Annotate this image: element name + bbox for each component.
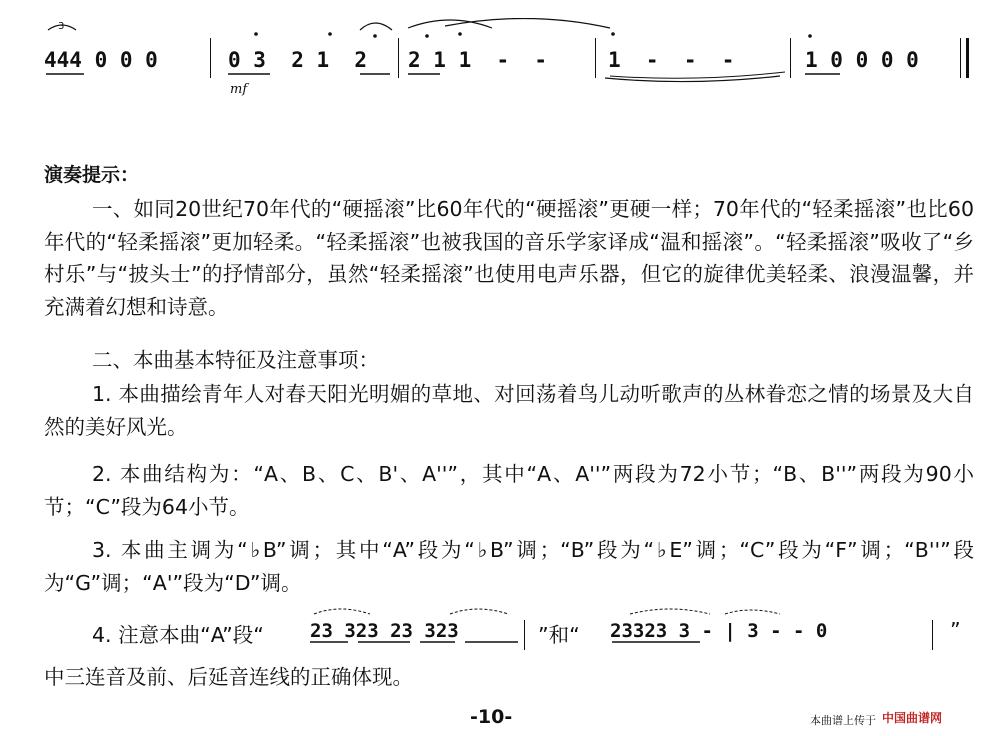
paragraph-point-3: 3. 本曲主调为“♭B”调；其中“A”段为“♭B”调；“B”段为“♭E”调；“C”段为“F”调；“B''”段为“G”调；“A'”段为“D”调。 (44, 538, 974, 595)
measure-5: 1 0 0 0 0 (805, 48, 919, 72)
measure-3: 2 1 1 - - (408, 48, 548, 72)
notation-row (40, 18, 980, 96)
final-barline-thick (966, 38, 969, 78)
barline (524, 620, 525, 650)
paragraph-features-heading: 二、本曲基本特征及注意事项： (92, 348, 379, 372)
svg-text:3: 3 (58, 21, 65, 32)
paragraph-point-4-lead: 4. 注意本曲“A”段“ (92, 623, 264, 647)
paragraph-point-4-mid: ”和“ (538, 623, 580, 647)
barline (932, 620, 933, 650)
paragraph-point-4-end: ” (950, 618, 961, 642)
paragraph-point-2: 2. 本曲结构为：“A、B、C、B'、A''”，其中“A、A''”两段为72小节；“B、B''”两段为90小节；“C”段为64小节。 (44, 462, 974, 519)
barline (210, 38, 211, 78)
measure-1: 444 0 0 0 (44, 48, 158, 72)
inline-notation-1: 23 323 23 323 (310, 620, 459, 642)
barline (595, 38, 596, 78)
paragraph-point-4-tail: 中三连音及前、后延音连线的正确体现。 (44, 665, 413, 689)
inline-notation-2: 23323 3 - | 3 - - 0 (610, 620, 828, 642)
dynamic-marking: mf (230, 82, 248, 97)
paragraph-point-1: 1. 本曲描绘青年人对春天阳光明媚的草地、对回荡着鸟儿动听歌声的丛林眷恋之情的场景及大自然的美好风光。 (44, 382, 974, 439)
site-logo: 中国曲谱网 (882, 711, 943, 725)
measure-2: 0 3 2 1 2 (228, 48, 368, 72)
final-barline-thin (960, 38, 961, 78)
page-number: -10- (470, 706, 513, 728)
paragraph-soft-rock: 一、如同20世纪70年代的“硬摇滚”比60年代的“硬摇滚”更硬一样；70年代的“轻柔摇滚”也比60年代的“轻柔摇滚”更加轻柔。“轻柔摇滚”也被我国的音乐学家译成“温和摇滚”。“轻柔摇滚”吸收了“乡村乐”与“披头士”的抒情部分，虽然“轻柔摇滚”也使用电声乐器，但它的旋律优美轻柔、浪漫温馨，并充满着幻想和诗意。 (44, 197, 974, 319)
barline (398, 38, 399, 78)
measure-4: 1 - - - (608, 48, 735, 72)
section-heading: 演奏提示： (44, 164, 140, 186)
barline (790, 38, 791, 78)
upload-credit: 本曲谱上传于 (810, 714, 876, 727)
